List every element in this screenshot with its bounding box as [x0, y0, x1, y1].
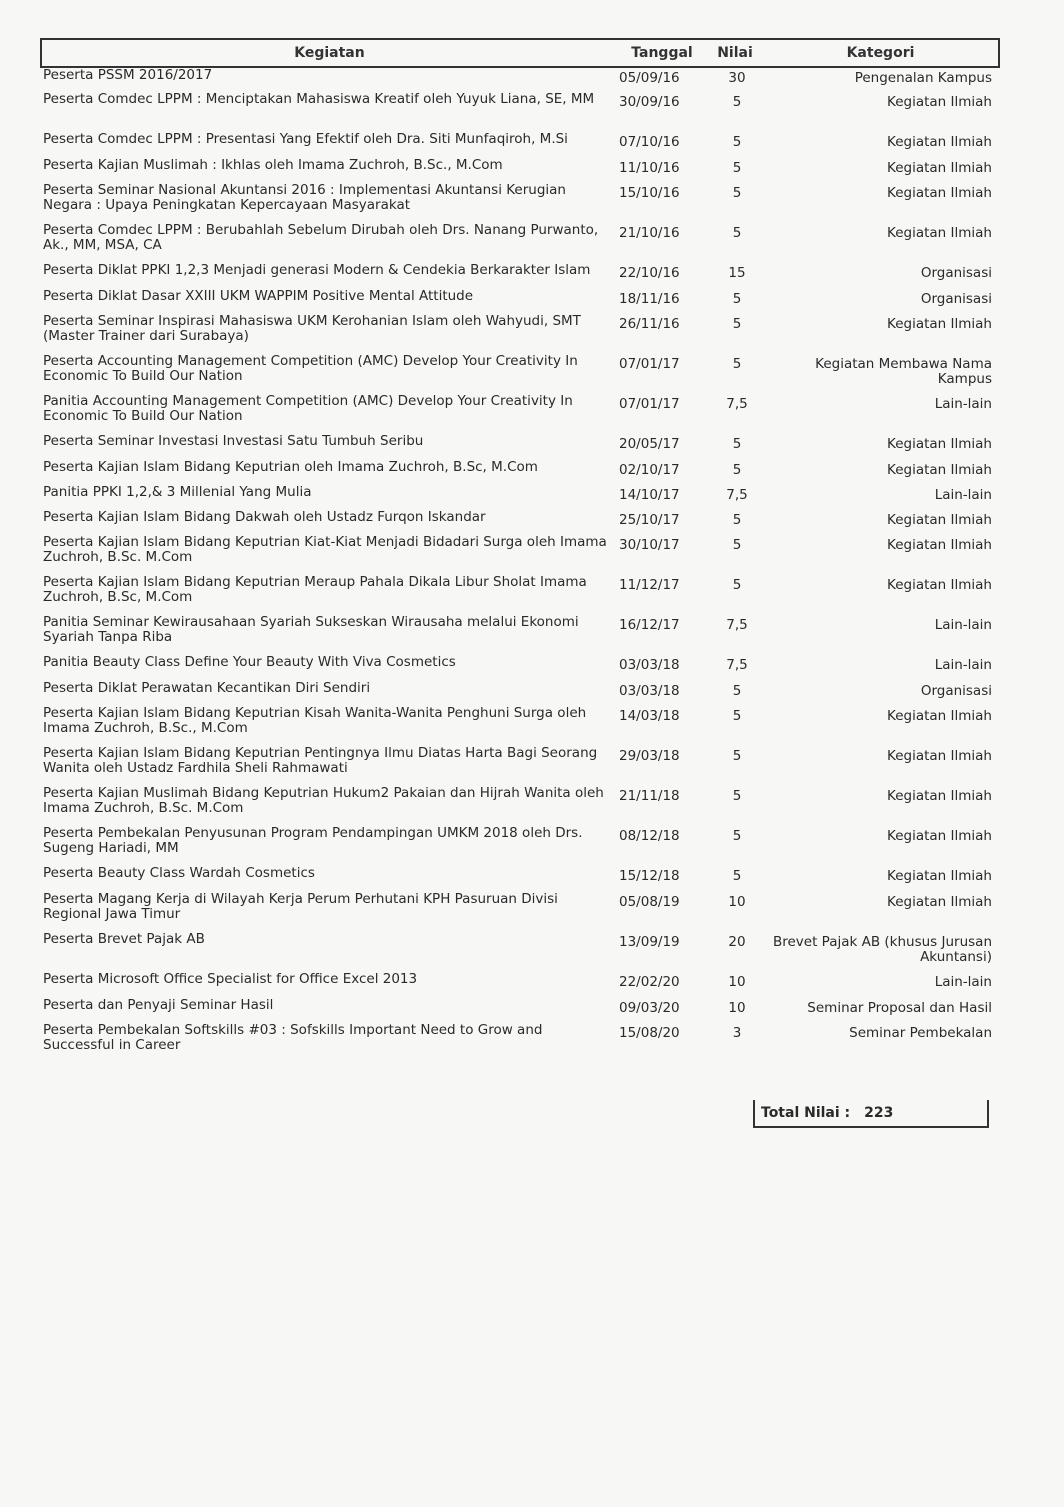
cell-tanggal: 21/10/16	[619, 225, 680, 241]
cell-kategori: Kegiatan Ilmiah	[887, 828, 992, 844]
cell-kegiatan: Peserta Pembekalan Softskills #03 : Sofskills Important Need to Grow and Successful in Career	[43, 1022, 543, 1053]
cell-kategori: Lain-lain	[934, 487, 992, 503]
cell-kegiatan: Peserta Kajian Islam Bidang Keputrian oleh Imama Zuchroh, B.Sc, M.Com	[43, 459, 538, 475]
cell-kegiatan: Peserta Kajian Islam Bidang Dakwah oleh Ustadz Furqon Iskandar	[43, 509, 486, 525]
cell-nilai: 10	[728, 1000, 746, 1016]
cell-tanggal: 20/05/17	[619, 436, 680, 452]
cell-kegiatan: Peserta Comdec LPPM : Menciptakan Mahasiswa Kreatif oleh Yuyuk Liana, SE, MM	[43, 91, 595, 107]
cell-kegiatan: Peserta Kajian Islam Bidang Keputrian Kiat-Kiat Menjadi Bidadari Surga oleh Imama Zuchroh, B.Sc. M.Com	[43, 534, 607, 565]
cell-tanggal: 21/11/18	[619, 788, 680, 804]
cell-tanggal: 30/09/16	[619, 94, 680, 110]
cell-tanggal: 15/08/20	[619, 1025, 680, 1041]
cell-kegiatan: Panitia Seminar Kewirausahaan Syariah Sukseskan Wirausaha melalui Ekonomi Syariah Tanpa Riba	[43, 614, 579, 645]
cell-kegiatan: Peserta PSSM 2016/2017	[43, 67, 213, 83]
cell-kategori: Kegiatan Ilmiah	[887, 134, 992, 150]
table-row	[40, 354, 1000, 394]
table-row	[40, 972, 1000, 998]
cell-kegiatan: Peserta Kajian Islam Bidang Keputrian Pentingnya Ilmu Diatas Harta Bagi Seorang Wanita oleh Ustadz Fardhila Sheli Rahmawati	[43, 745, 598, 776]
table-row	[40, 998, 1000, 1023]
cell-tanggal: 07/10/16	[619, 134, 680, 150]
table-row	[40, 183, 1000, 223]
cell-nilai: 30	[728, 70, 746, 86]
cell-kategori: Organisasi	[920, 291, 992, 307]
table-row	[40, 460, 1000, 485]
cell-tanggal: 05/08/19	[619, 894, 680, 910]
cell-kegiatan: Peserta Comdec LPPM : Presentasi Yang Efektif oleh Dra. Siti Munfaqiroh, M.Si	[43, 131, 568, 147]
cell-tanggal: 03/03/18	[619, 683, 680, 699]
table-row	[40, 615, 1000, 655]
table-row	[40, 394, 1000, 434]
table-row	[40, 866, 1000, 892]
cell-kategori: Lain-lain	[934, 974, 992, 990]
table-row	[40, 263, 1000, 289]
table-body	[40, 68, 1000, 1063]
cell-tanggal: 30/10/17	[619, 537, 680, 553]
cell-kategori: Organisasi	[920, 683, 992, 699]
cell-tanggal: 05/09/16	[619, 70, 680, 86]
cell-kategori: Lain-lain	[934, 657, 992, 673]
cell-kategori: Lain-lain	[934, 617, 992, 633]
cell-kategori: Seminar Pembekalan	[849, 1025, 992, 1041]
cell-nilai: 5	[732, 356, 742, 372]
table-row	[40, 826, 1000, 866]
header-kategori: Kategori	[846, 45, 915, 61]
cell-nilai: 3	[732, 1025, 742, 1041]
cell-kategori: Kegiatan Membawa Nama Kampus	[815, 356, 992, 387]
cell-kegiatan: Peserta Seminar Investasi Investasi Satu Tumbuh Seribu	[43, 433, 424, 449]
cell-kegiatan: Peserta Beauty Class Wardah Cosmetics	[43, 865, 315, 881]
cell-kategori: Kegiatan Ilmiah	[887, 462, 992, 478]
total-box	[753, 1100, 989, 1128]
table-row	[40, 786, 1000, 826]
cell-kategori: Seminar Proposal dan Hasil	[807, 1000, 992, 1016]
table-row	[40, 158, 1000, 183]
table-row	[40, 92, 1000, 132]
table-row	[40, 655, 1000, 681]
table-row	[40, 223, 1000, 263]
cell-tanggal: 14/03/18	[619, 708, 680, 724]
cell-nilai: 10	[728, 894, 746, 910]
cell-nilai: 5	[732, 462, 742, 478]
cell-kategori: Kegiatan Ilmiah	[887, 225, 992, 241]
table-row	[40, 485, 1000, 510]
cell-tanggal: 29/03/18	[619, 748, 680, 764]
header-kegiatan: Kegiatan	[294, 45, 365, 61]
cell-nilai: 7,5	[726, 487, 748, 503]
cell-kegiatan: Peserta Magang Kerja di Wilayah Kerja Perum Perhutani KPH Pasuruan Divisi Regional Jawa Timur	[43, 891, 558, 922]
table-row	[40, 892, 1000, 932]
cell-nilai: 5	[732, 828, 742, 844]
header-nilai: Nilai	[717, 45, 753, 61]
cell-kegiatan: Peserta Kajian Islam Bidang Keputrian Meraup Pahala Dikala Libur Sholat Imama Zuchroh, B.Sc, M.Com	[43, 574, 587, 605]
cell-kegiatan: Peserta Microsoft Office Specialist for Office Excel 2013	[43, 971, 418, 987]
table-row	[40, 706, 1000, 746]
cell-nilai: 7,5	[726, 396, 748, 412]
cell-tanggal: 16/12/17	[619, 617, 680, 633]
cell-tanggal: 08/12/18	[619, 828, 680, 844]
cell-kegiatan: Panitia Beauty Class Define Your Beauty With Viva Cosmetics	[43, 654, 456, 670]
cell-tanggal: 07/01/17	[619, 356, 680, 372]
cell-nilai: 7,5	[726, 657, 748, 673]
cell-kegiatan: Peserta dan Penyaji Seminar Hasil	[43, 997, 274, 1013]
cell-nilai: 5	[732, 537, 742, 553]
cell-nilai: 5	[732, 134, 742, 150]
cell-kegiatan: Peserta Pembekalan Penyusunan Program Pendampingan UMKM 2018 oleh Drs. Sugeng Hariadi, MM	[43, 825, 583, 856]
cell-kegiatan: Peserta Kajian Muslimah : Ikhlas oleh Imama Zuchroh, B.Sc., M.Com	[43, 157, 503, 173]
cell-tanggal: 14/10/17	[619, 487, 680, 503]
total-value: 223	[864, 1105, 894, 1121]
table-header	[40, 38, 1000, 68]
cell-nilai: 5	[732, 683, 742, 699]
total-label: Total Nilai :	[761, 1105, 851, 1121]
table-row	[40, 535, 1000, 575]
cell-nilai: 5	[732, 291, 742, 307]
table-row	[40, 132, 1000, 158]
cell-kategori: Brevet Pajak AB (khusus Jurusan Akuntansi)	[772, 934, 992, 965]
cell-tanggal: 22/10/16	[619, 265, 680, 281]
cell-kegiatan: Peserta Diklat PPKI 1,2,3 Menjadi generasi Modern & Cendekia Berkarakter Islam	[43, 262, 591, 278]
cell-kegiatan: Peserta Diklat Perawatan Kecantikan Diri Sendiri	[43, 680, 371, 696]
cell-kategori: Organisasi	[920, 265, 992, 281]
cell-kategori: Kegiatan Ilmiah	[887, 708, 992, 724]
cell-kategori: Kegiatan Ilmiah	[887, 894, 992, 910]
cell-tanggal: 02/10/17	[619, 462, 680, 478]
table-row	[40, 68, 1000, 92]
cell-tanggal: 18/11/16	[619, 291, 680, 307]
table-row	[40, 289, 1000, 314]
cell-kategori: Kegiatan Ilmiah	[887, 512, 992, 528]
cell-nilai: 5	[732, 185, 742, 201]
cell-kategori: Kegiatan Ilmiah	[887, 537, 992, 553]
table-row	[40, 681, 1000, 706]
table-row	[40, 932, 1000, 972]
table-row	[40, 314, 1000, 354]
cell-tanggal: 13/09/19	[619, 934, 680, 950]
cell-nilai: 5	[732, 436, 742, 452]
cell-tanggal: 09/03/20	[619, 1000, 680, 1016]
cell-kegiatan: Peserta Comdec LPPM : Berubahlah Sebelum Dirubah oleh Drs. Nanang Purwanto, Ak., MM, MSA, CA	[43, 222, 599, 253]
cell-kegiatan: Peserta Seminar Inspirasi Mahasiswa UKM Kerohanian Islam oleh Wahyudi, SMT (Master Trainer dari Surabaya)	[43, 313, 581, 344]
cell-nilai: 15	[728, 265, 746, 281]
cell-tanggal: 11/10/16	[619, 160, 680, 176]
cell-tanggal: 15/10/16	[619, 185, 680, 201]
table-row	[40, 1023, 1000, 1063]
header-tanggal: Tanggal	[631, 45, 693, 61]
cell-nilai: 20	[728, 934, 746, 950]
cell-kategori: Kegiatan Ilmiah	[887, 316, 992, 332]
cell-tanggal: 25/10/17	[619, 512, 680, 528]
cell-nilai: 5	[732, 868, 742, 884]
cell-kategori: Lain-lain	[934, 396, 992, 412]
cell-nilai: 10	[728, 974, 746, 990]
table-row	[40, 746, 1000, 786]
cell-kegiatan: Peserta Brevet Pajak AB	[43, 931, 205, 947]
activity-table	[40, 38, 1000, 1063]
cell-kategori: Kegiatan Ilmiah	[887, 436, 992, 452]
cell-kegiatan: Peserta Seminar Nasional Akuntansi 2016 : Implementasi Akuntansi Kerugian Negara : Upaya Peningkatan Kepercayaan Masyarakat	[43, 182, 566, 213]
cell-nilai: 5	[732, 94, 742, 110]
cell-kategori: Kegiatan Ilmiah	[887, 748, 992, 764]
cell-tanggal: 07/01/17	[619, 396, 680, 412]
cell-kegiatan: Panitia PPKI 1,2,& 3 Millenial Yang Mulia	[43, 484, 312, 500]
cell-tanggal: 11/12/17	[619, 577, 680, 593]
cell-nilai: 5	[732, 316, 742, 332]
cell-nilai: 7,5	[726, 617, 748, 633]
cell-kategori: Kegiatan Ilmiah	[887, 788, 992, 804]
cell-kegiatan: Peserta Accounting Management Competition (AMC) Develop Your Creativity In Economic To Build Our Nation	[43, 353, 578, 384]
cell-tanggal: 03/03/18	[619, 657, 680, 673]
cell-kegiatan: Peserta Kajian Islam Bidang Keputrian Kisah Wanita-Wanita Penghuni Surga oleh Imama Zuchroh, B.Sc., M.Com	[43, 705, 587, 736]
cell-nilai: 5	[732, 788, 742, 804]
cell-kegiatan: Peserta Kajian Muslimah Bidang Keputrian Hukum2 Pakaian dan Hijrah Wanita oleh Imama Zuchroh, B.Sc. M.Com	[43, 785, 604, 816]
table-row	[40, 510, 1000, 535]
cell-kategori: Kegiatan Ilmiah	[887, 160, 992, 176]
cell-kategori: Kegiatan Ilmiah	[887, 94, 992, 110]
cell-kategori: Kegiatan Ilmiah	[887, 185, 992, 201]
cell-kategori: Pengenalan Kampus	[854, 70, 992, 86]
cell-kategori: Kegiatan Ilmiah	[887, 577, 992, 593]
cell-kategori: Kegiatan Ilmiah	[887, 868, 992, 884]
cell-kegiatan: Panitia Accounting Management Competition (AMC) Develop Your Creativity In Economic To Build Our Nation	[43, 393, 573, 424]
cell-nilai: 5	[732, 225, 742, 241]
table-row	[40, 434, 1000, 460]
cell-kegiatan: Peserta Diklat Dasar XXIII UKM WAPPIM Positive Mental Attitude	[43, 288, 474, 304]
cell-nilai: 5	[732, 160, 742, 176]
table-row	[40, 575, 1000, 615]
cell-nilai: 5	[732, 577, 742, 593]
cell-tanggal: 26/11/16	[619, 316, 680, 332]
cell-nilai: 5	[732, 512, 742, 528]
cell-nilai: 5	[732, 708, 742, 724]
cell-tanggal: 22/02/20	[619, 974, 680, 990]
cell-tanggal: 15/12/18	[619, 868, 680, 884]
cell-nilai: 5	[732, 748, 742, 764]
